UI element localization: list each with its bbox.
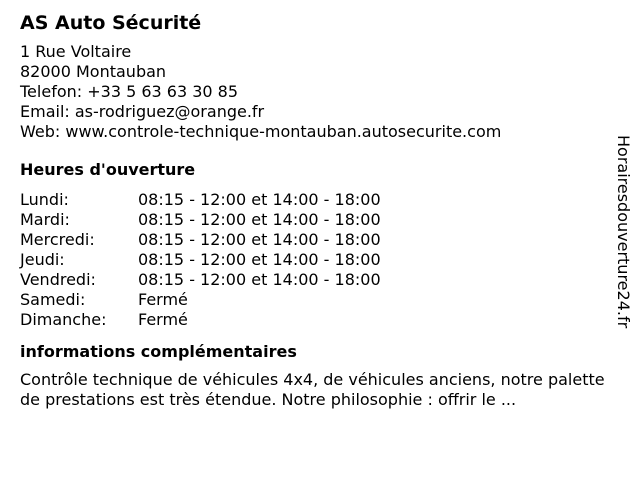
hours-day: Jeudi: [20,250,65,269]
opening-hours-heading: Heures d'ouverture [20,160,196,179]
hours-row-vendredi [20,270,610,290]
hours-row-dimanche [20,310,610,330]
business-name: AS Auto Sécurité [20,12,202,34]
hours-time: 08:15 - 12:00 et 14:00 - 18:00 [138,190,381,209]
address-street: 1 Rue Voltaire [20,42,132,61]
hours-time: 08:15 - 12:00 et 14:00 - 18:00 [138,270,381,289]
hours-row-lundi [20,190,610,210]
additional-info-text: Contrôle technique de véhicules 4x4, de véhicules anciens, notre palette de prestations est très étendue. Notre philosophie : offrir le ... [20,370,605,409]
site-watermark: Horairesdouverture24.fr [614,135,633,329]
hours-day: Vendredi: [20,270,96,289]
hours-day: Lundi: [20,190,69,209]
hours-row-jeudi [20,250,610,270]
hours-day: Samedi: [20,290,86,309]
hours-time: 08:15 - 12:00 et 14:00 - 18:00 [138,210,381,229]
hours-time: Fermé [138,310,188,329]
hours-day: Dimanche: [20,310,107,329]
opening-hours-table [20,190,610,330]
business-card [20,10,610,410]
hours-time: 08:15 - 12:00 et 14:00 - 18:00 [138,230,381,249]
hours-day: Mardi: [20,210,70,229]
email-address: Email: as-rodriguez@orange.fr [20,102,265,121]
hours-day: Mercredi: [20,230,95,249]
website-url: Web: www.controle-technique-montauban.autosecurite.com [20,122,502,141]
phone-number: Telefon: +33 5 63 63 30 85 [20,82,239,101]
hours-time: Fermé [138,290,188,309]
hours-time: 08:15 - 12:00 et 14:00 - 18:00 [138,250,381,269]
additional-info-heading: informations complémentaires [20,342,297,361]
hours-row-samedi [20,290,610,310]
address-city: 82000 Montauban [20,62,167,81]
hours-row-mercredi [20,230,610,250]
hours-row-mardi [20,210,610,230]
